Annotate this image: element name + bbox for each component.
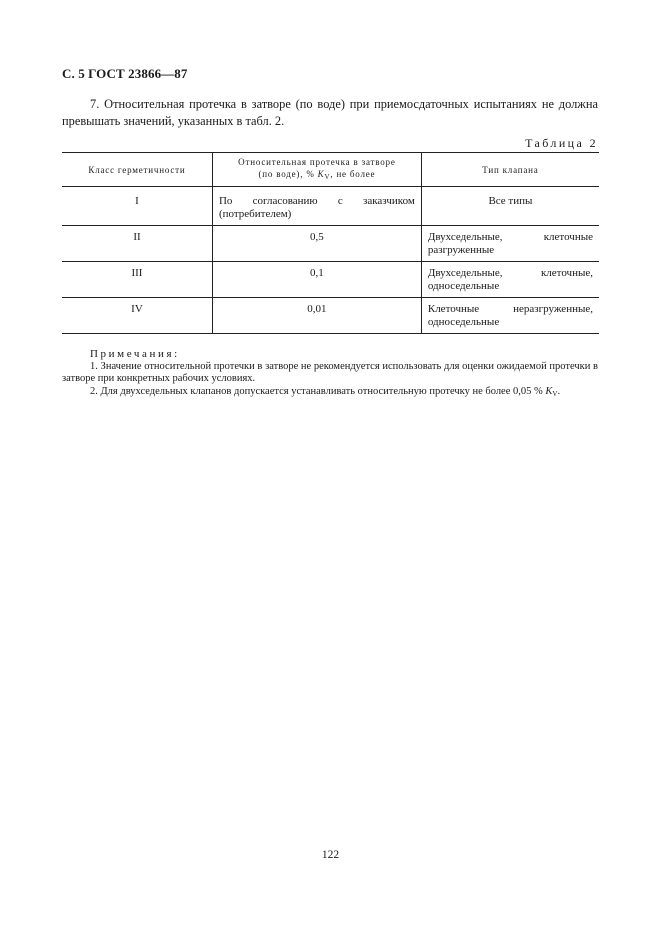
- table-row: [62, 187, 599, 226]
- cell-leak: 0,1: [212, 262, 421, 298]
- cell-valve: Клеточные неразгруженные, односедельные: [421, 298, 599, 334]
- table-row: [62, 262, 599, 298]
- header-leak-symbol: K: [317, 169, 325, 179]
- cell-class: I: [62, 187, 212, 226]
- table-row: [62, 298, 599, 334]
- clause-7-paragraph: 7. Относительная протечка в затворе (по воде) при приемосдаточных испытаниях не должна превышать значений, указанных в табл. 2.: [62, 97, 598, 128]
- note-2-end: .: [557, 385, 561, 397]
- header-leak-subscript: V: [324, 173, 331, 181]
- cell-leak: 0,5: [212, 226, 421, 262]
- note-2: [62, 386, 598, 401]
- cell-leak: По согласованию с заказчиком (потребителем): [212, 187, 421, 226]
- notes-block: [62, 348, 598, 400]
- header-class: Класс герметичности: [62, 153, 212, 187]
- table-row: [62, 226, 599, 262]
- cell-class: IV: [62, 298, 212, 334]
- cell-valve: Все типы: [421, 187, 599, 226]
- cell-class: III: [62, 262, 212, 298]
- note-1: 1. Значение относительной протечки в затворе не рекомендуется использовать для оценки ожидаемой протечки в затворе при конкретных рабочих условиях.: [62, 360, 598, 384]
- table-caption: Таблица 2: [525, 136, 598, 150]
- notes-title: Примечания:: [90, 348, 180, 360]
- page-number: 122: [321, 849, 340, 861]
- table-header-row: [62, 153, 599, 187]
- header-leak-line1: Относительная протечка в затворе: [238, 157, 396, 167]
- header-leak-prefix: (по воде), %: [258, 169, 318, 179]
- cell-leak: 0,01: [212, 298, 421, 334]
- note-2-symbol: K: [545, 385, 553, 397]
- note-2-text: 2. Для двухседельных клапанов допускается устанавливать относительную протечку не более 0,05 %: [90, 385, 546, 397]
- leakage-table: [62, 152, 599, 334]
- note-2-subscript: V: [552, 389, 558, 398]
- header-leak-suffix: , не более: [330, 169, 376, 179]
- page-header: С. 5 ГОСТ 23866—87: [62, 66, 188, 81]
- cell-valve: Двухседельные, клеточные, односедельные: [421, 262, 599, 298]
- cell-class: II: [62, 226, 212, 262]
- cell-valve: Двухседельные, клеточные разгруженные: [421, 226, 599, 262]
- header-leak: [212, 153, 421, 187]
- header-valve: Тип клапана: [421, 153, 599, 187]
